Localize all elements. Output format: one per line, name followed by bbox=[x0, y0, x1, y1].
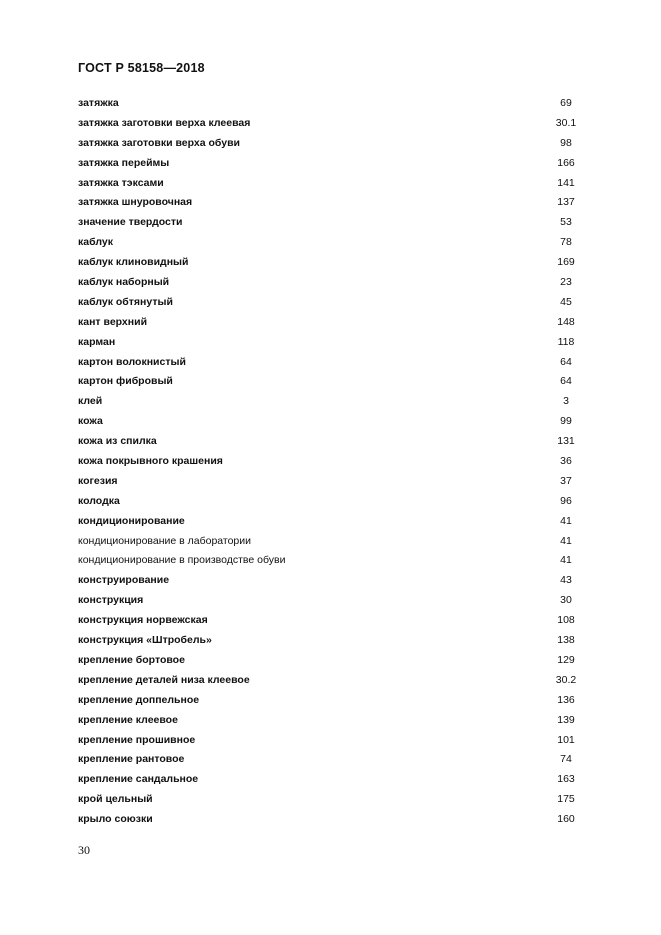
index-reference-number: 96 bbox=[560, 494, 572, 507]
index-term: затяжка тэксами bbox=[78, 176, 164, 189]
index-term: кожа покрывного крашения bbox=[78, 455, 223, 468]
index-reference-number: 74 bbox=[560, 753, 572, 766]
index-entry bbox=[78, 472, 586, 492]
index-term: кондиционирование в производстве обуви bbox=[78, 554, 286, 567]
index-term: затяжка bbox=[78, 97, 119, 109]
index-reference-number: 131 bbox=[557, 435, 575, 448]
index-term: картон волокнистый bbox=[78, 355, 186, 368]
index-term: колодка bbox=[78, 494, 120, 507]
index-reference-number: 129 bbox=[557, 653, 575, 666]
index-entry bbox=[78, 213, 586, 233]
index-entry bbox=[78, 611, 586, 631]
index-term: затяжка шнуровочная bbox=[78, 196, 193, 209]
index-entry bbox=[78, 591, 586, 611]
index-entry bbox=[78, 154, 586, 174]
index-term: крепление деталей низа клеевое bbox=[78, 673, 250, 686]
alphabetical-index bbox=[78, 94, 586, 830]
index-term: конструирование bbox=[78, 574, 170, 587]
index-reference-number: 3 bbox=[563, 395, 569, 408]
index-reference-number: 169 bbox=[557, 256, 575, 269]
index-reference-number: 37 bbox=[560, 474, 572, 487]
index-reference-number: 139 bbox=[557, 713, 575, 726]
index-term: затяжка заготовки верха клеевая bbox=[78, 116, 251, 129]
index-term: каблук обтянутый bbox=[78, 295, 173, 308]
index-entry bbox=[78, 492, 586, 512]
index-reference-number: 64 bbox=[560, 375, 572, 388]
index-entry bbox=[78, 671, 586, 691]
index-reference-number: 30 bbox=[560, 594, 572, 607]
index-entry bbox=[78, 94, 586, 114]
index-term: каблук bbox=[78, 236, 113, 249]
page-number: 30 bbox=[78, 843, 90, 857]
index-reference-number: 53 bbox=[560, 216, 572, 229]
index-term: картон фибровый bbox=[78, 375, 173, 388]
index-term: каблук наборный bbox=[78, 276, 170, 289]
index-entry bbox=[78, 253, 586, 273]
index-term: клей bbox=[78, 395, 103, 408]
index-reference-number: 36 bbox=[560, 455, 572, 468]
index-entry bbox=[78, 134, 586, 154]
index-reference-number: 118 bbox=[557, 335, 575, 348]
index-reference-number: 43 bbox=[560, 574, 572, 587]
index-reference-number: 41 bbox=[560, 514, 572, 527]
index-reference-number: 30.2 bbox=[555, 673, 577, 686]
index-reference-number: 163 bbox=[557, 773, 575, 786]
index-entry bbox=[78, 452, 586, 472]
index-entry bbox=[78, 293, 586, 313]
index-entry bbox=[78, 174, 586, 194]
index-term: конструкция норвежская bbox=[78, 614, 208, 627]
index-entry bbox=[78, 770, 586, 790]
index-entry bbox=[78, 114, 586, 134]
index-reference-number: 98 bbox=[560, 136, 572, 149]
index-reference-number: 166 bbox=[557, 156, 575, 169]
index-term: кондиционирование bbox=[78, 514, 185, 527]
index-term: значение твердости bbox=[78, 216, 183, 229]
index-term: крепление сандальное bbox=[78, 773, 199, 786]
index-term: крыло союзки bbox=[78, 813, 153, 826]
index-entry bbox=[78, 571, 586, 591]
index-term: каблук клиновидный bbox=[78, 256, 189, 269]
index-reference-number: 23 bbox=[560, 276, 572, 289]
index-reference-number: 30.1 bbox=[555, 116, 577, 129]
index-term: крепление доппельное bbox=[78, 693, 200, 706]
index-term: кондиционирование в лаборатории bbox=[78, 534, 251, 547]
index-reference-number: 108 bbox=[557, 614, 575, 627]
index-term: кожа bbox=[78, 415, 103, 428]
index-term: карман bbox=[78, 335, 116, 348]
index-term: затяжка заготовки верха обуви bbox=[78, 136, 240, 149]
index-entry bbox=[78, 711, 586, 731]
index-entry bbox=[78, 691, 586, 711]
index-entry bbox=[78, 750, 586, 770]
index-entry bbox=[78, 372, 586, 392]
index-entry bbox=[78, 512, 586, 532]
index-term: крепление прошивное bbox=[78, 733, 196, 746]
index-term: крой цельный bbox=[78, 793, 153, 806]
index-entry bbox=[78, 333, 586, 353]
index-reference-number: 99 bbox=[560, 415, 572, 428]
index-term: когезия bbox=[78, 474, 118, 487]
index-reference-number: 136 bbox=[557, 693, 575, 706]
index-reference-number: 175 bbox=[557, 793, 575, 806]
index-entry bbox=[78, 790, 586, 810]
index-reference-number: 138 bbox=[557, 634, 575, 647]
index-entry bbox=[78, 193, 586, 213]
index-reference-number: 45 bbox=[560, 295, 572, 308]
index-term: крепление клеевое bbox=[78, 713, 178, 726]
index-reference-number: 137 bbox=[557, 196, 575, 209]
index-reference-number: 78 bbox=[560, 236, 572, 249]
index-entry bbox=[78, 810, 586, 830]
index-term: конструкция «Штробель» bbox=[78, 634, 212, 647]
index-entry bbox=[78, 273, 586, 293]
index-entry bbox=[78, 631, 586, 651]
index-entry bbox=[78, 532, 586, 552]
index-entry bbox=[78, 353, 586, 373]
index-term: кант верхний bbox=[78, 315, 148, 328]
index-reference-number: 148 bbox=[557, 315, 575, 328]
index-entry bbox=[78, 432, 586, 452]
index-term: кожа из спилка bbox=[78, 435, 157, 448]
index-term: конструкция bbox=[78, 594, 144, 607]
index-term: затяжка переймы bbox=[78, 156, 170, 169]
index-entry bbox=[78, 651, 586, 671]
index-reference-number: 160 bbox=[557, 813, 575, 826]
index-reference-number: 64 bbox=[560, 355, 572, 368]
index-reference-number: 41 bbox=[560, 554, 572, 567]
index-entry bbox=[78, 412, 586, 432]
index-reference-number: 141 bbox=[557, 176, 575, 189]
index-entry bbox=[78, 313, 586, 333]
index-reference-number: 101 bbox=[557, 733, 575, 746]
index-entry bbox=[78, 233, 586, 253]
document-header: ГОСТ Р 58158—2018 bbox=[78, 61, 205, 75]
index-entry bbox=[78, 551, 586, 571]
index-term: крепление рантовое bbox=[78, 753, 185, 766]
index-reference-number: 41 bbox=[560, 534, 572, 547]
index-reference-number: 69 bbox=[560, 97, 572, 109]
index-entry bbox=[78, 731, 586, 751]
index-entry bbox=[78, 392, 586, 412]
index-term: крепление бортовое bbox=[78, 653, 185, 666]
